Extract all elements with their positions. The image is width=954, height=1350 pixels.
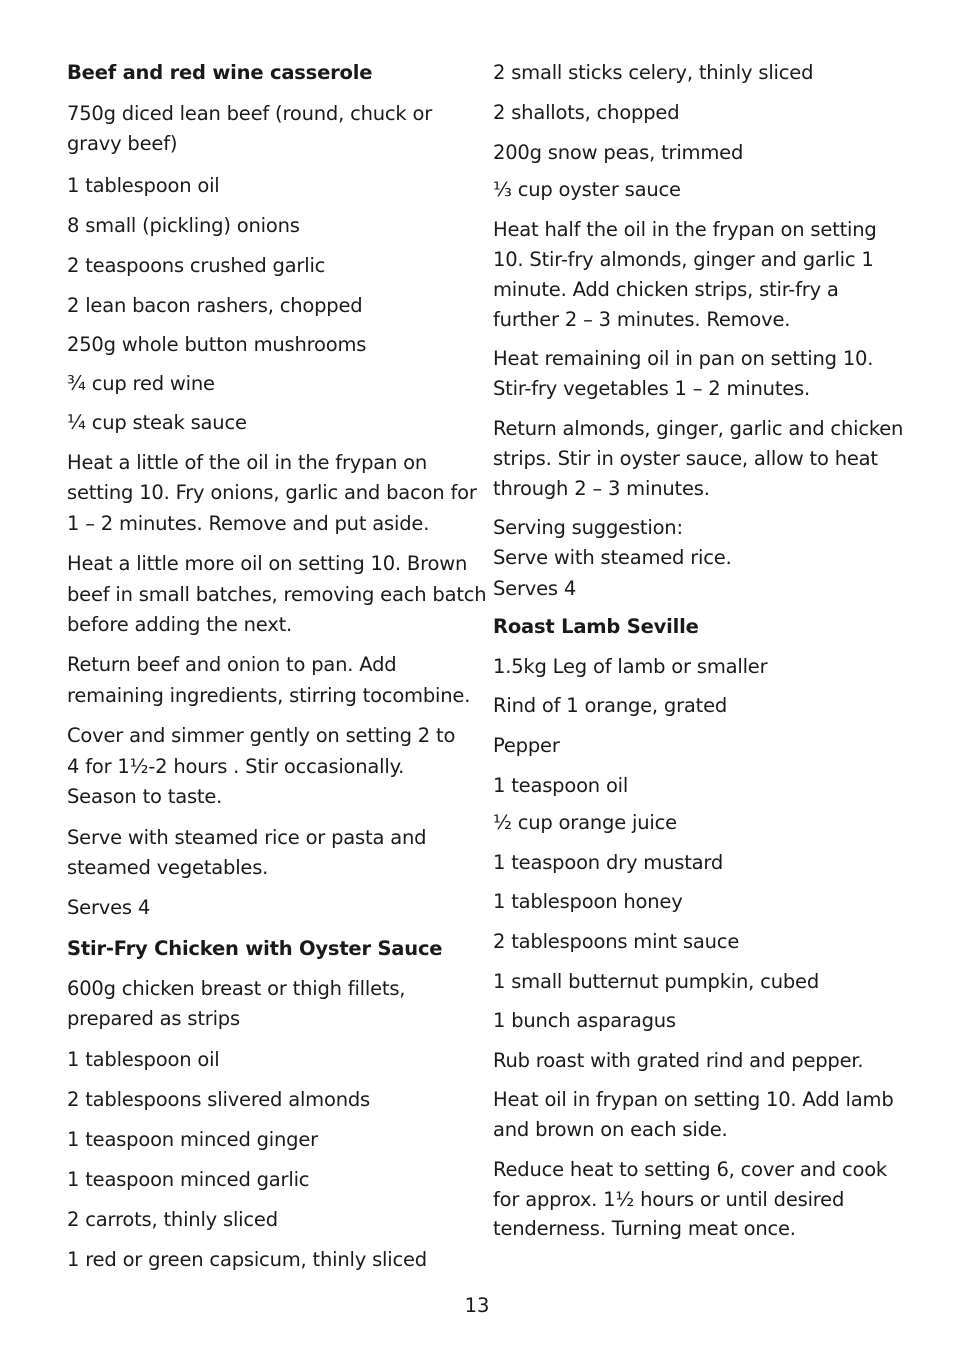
text-line: Return almonds, ginger, garlic and chicken (493, 417, 904, 440)
recipe-heading: Beef and red wine casserole (67, 61, 373, 84)
text-line: Stir-fry vegetables 1 – 2 minutes. (493, 377, 811, 400)
text-line: for approx. 1½ hours or until desired (493, 1188, 845, 1211)
text-line: Heat a little more oil on setting 10. Brown (67, 552, 468, 575)
text-line: ½ cup orange juice (493, 811, 677, 834)
text-line: through 2 – 3 minutes. (493, 477, 710, 500)
text-line: prepared as strips (67, 1007, 240, 1030)
text-line: 1 tablespoon oil (67, 174, 220, 197)
text-line: Heat remaining oil in pan on setting 10. (493, 347, 874, 370)
text-line: 200g snow peas, trimmed (493, 141, 744, 164)
text-line: Season to taste. (67, 785, 223, 808)
text-line: remaining ingredients, stirring tocombine. (67, 684, 471, 707)
text-line: 1 tablespoon oil (67, 1048, 220, 1071)
text-line: tenderness. Turning meat once. (493, 1217, 796, 1240)
text-line: 600g chicken breast or thigh fillets, (67, 977, 406, 1000)
text-line: further 2 – 3 minutes. Remove. (493, 308, 791, 331)
text-line: Rub roast with grated rind and pepper. (493, 1049, 864, 1072)
text-line: 1 teaspoon minced ginger (67, 1128, 318, 1151)
text-line: 1 teaspoon oil (493, 774, 629, 797)
text-line: Serve with steamed rice or pasta and (67, 826, 427, 849)
text-line: 8 small (pickling) onions (67, 214, 300, 237)
text-line: Heat oil in frypan on setting 10. Add lamb (493, 1088, 894, 1111)
text-line: Heat a little of the oil in the frypan on (67, 451, 428, 474)
text-line: 1 teaspoon minced garlic (67, 1168, 310, 1191)
text-line: minute. Add chicken strips, stir-fry a (493, 278, 839, 301)
text-line: 2 carrots, thinly sliced (67, 1208, 278, 1231)
text-line: and brown on each side. (493, 1118, 728, 1141)
text-line: ⅓ cup oyster sauce (493, 178, 681, 201)
text-line: 1.5kg Leg of lamb or smaller (493, 655, 768, 678)
text-line: 10. Stir-fry almonds, ginger and garlic 1 (493, 248, 874, 271)
recipe-heading: Stir-Fry Chicken with Oyster Sauce (67, 937, 443, 960)
text-line: 2 teaspoons crushed garlic (67, 254, 326, 277)
text-line: ¾ cup red wine (67, 372, 215, 395)
text-line: Serves 4 (67, 896, 151, 919)
text-line: 2 tablespoons slivered almonds (67, 1088, 370, 1111)
text-line: 2 small sticks celery, thinly sliced (493, 61, 814, 84)
text-line: 1 teaspoon dry mustard (493, 851, 724, 874)
text-line: Serve with steamed rice. (493, 546, 732, 569)
text-line: 4 for 1½-2 hours . Stir occasionally. (67, 755, 405, 778)
text-line: ¼ cup steak sauce (67, 411, 247, 434)
text-line: 1 – 2 minutes. Remove and put aside. (67, 512, 430, 535)
text-line: beef in small batches, removing each batch (67, 583, 487, 606)
text-line: Rind of 1 orange, grated (493, 694, 728, 717)
text-line: Serving suggestion: (493, 516, 683, 539)
recipe-heading: Roast Lamb Seville (493, 615, 699, 638)
text-line: 1 red or green capsicum, thinly sliced (67, 1248, 427, 1271)
text-line: Pepper (493, 734, 560, 757)
text-line: 2 tablespoons mint sauce (493, 930, 740, 953)
text-line: 1 small butternut pumpkin, cubed (493, 970, 820, 993)
text-line: Cover and simmer gently on setting 2 to (67, 724, 456, 747)
text-line: steamed vegetables. (67, 856, 269, 879)
page-number: 13 (464, 1294, 490, 1317)
text-line: Return beef and onion to pan. Add (67, 653, 397, 676)
text-line: setting 10. Fry onions, garlic and bacon for (67, 481, 477, 504)
text-line: before adding the next. (67, 613, 293, 636)
text-line: gravy beef) (67, 132, 178, 155)
text-line: 2 shallots, chopped (493, 101, 680, 124)
text-line: Serves 4 (493, 577, 577, 600)
text-line: Reduce heat to setting 6, cover and cook (493, 1158, 888, 1181)
text-line: strips. Stir in oyster sauce, allow to heat (493, 447, 878, 470)
text-line: 1 tablespoon honey (493, 890, 683, 913)
text-line: 750g diced lean beef (round, chuck or (67, 102, 433, 125)
text-line: 2 lean bacon rashers, chopped (67, 294, 363, 317)
text-line: Heat half the oil in the frypan on setting (493, 218, 877, 241)
text-line: 1 bunch asparagus (493, 1009, 676, 1032)
text-line: 250g whole button mushrooms (67, 333, 367, 356)
